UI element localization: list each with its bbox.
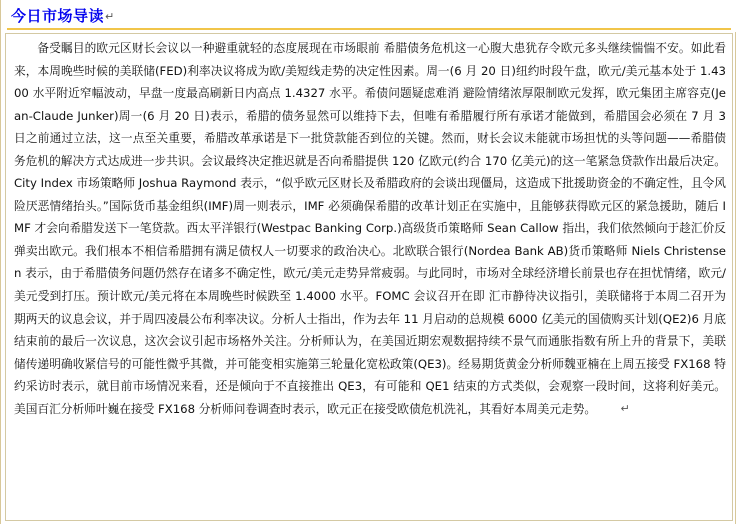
- paragraph-end-icon: ↵: [620, 401, 630, 415]
- section-title-text: 今日市场导读: [11, 7, 105, 25]
- article-box: [5, 33, 733, 521]
- article-body-text: 备受瞩目的欧元区财长会议以一种避重就轻的态度展现在市场眼前 希腊债务危机这一心腹大患犹存令欧元多头继续惴惴不安。如此看来，本周晚些时候的美联储(FED)利率决议将成为欧/美短线走势的决定性因素。周一(6 月 20 日)纽约时段午盘，欧元/美元基本处于 1.4300 水平附近窄幅波动，早盘一度最高刷新日内高点 1.4327 水平。希债问题疑虑难消 避险情绪浓厚限制欧元发挥，欧元集团主席容克(Jean-Claude Junker)周一(6 月 20 日)表示，希腊的债务显然可以维持下去，但唯有希腊履行所有承诺才能做到，希腊国会必须在 7 月 3 日之前通过立法，这一点至关重要，希腊改革承诺是下一批贷款能否到位的关键。然而，财长会议未能就市场担忧的头等问题——希腊债务危机的解决方式达成进一步共识。会议最终决定推迟就是否向希腊提供 120 亿欧元(约合 170 亿美元)的这一笔紧急贷款作出最后决定。City Index 市场策略师 Joshua Raymond 表示，“似乎欧元区财长及希腊政府的会谈出现僵局，这造成下批援助资金的不确定性，且令风险厌恶情绪抬头。”国际货币基金组织(IMF)周一则表示，IMF 必须确保希腊的改革计划正在实施中，且能够获得欧元区的紧急援助，随后 IMF 才会向希腊发送下一笔贷款。西太平洋银行(Westpac Banking Corp.)高级货币策略师 Sean Callow 指出，我们依然倾向于趁汇价反弹卖出欧元。我们根本不相信希腊拥有满足债权人一切要求的政治决心。北欧联合银行(Nordea Bank AB)货币策略师 Niels Christensen 表示，由于希腊债务问题仍然存在诸多不确定性，欧元/美元走势异常疲弱。与此同时，市场对全球经济增长前景也存在担忧情绪，欧元/美元受到打压。预计欧元/美元将在本周晚些时候跌至 1.4000 水平。FOMC 会议召开在即 汇市静待决议指引，美联储将于本周二召开为期两天的议息会议，并于周四凌晨公布利率决议。分析人士指出，作为去年 11 月启动的总规模 6000 亿美元的国债购买计划(QE2)6 月底结束前的最后一次议息，这次会议引起市场格外关注。分析师认为，在美国近期宏观数据持续不景气而通胀指数有所上升的背景下，美联储传递明确收紧信号的可能性微乎其微，并可能变相实施第三轮量化宽松政策(QE3)。经易期货黄金分析师魏亚楠在上周五接受 FX168 特约采访时表示，就目前市场情况来看，还是倾向于不直接推出 QE3，有可能和 QE1 结束的方式类似，会观察一段时间，这将利好美元。美国百汇分析师叶巍在接受 FX168 分析师问卷调查时表示，欧元正在接受欧债危机洗礼，其看好本周美元走势。: [14, 41, 726, 416]
- title-underline: [7, 28, 731, 30]
- panel-header: [1, 0, 736, 32]
- paragraph-mark-icon: ↵: [105, 10, 115, 23]
- section-title: [11, 6, 115, 27]
- article-body: [14, 37, 726, 420]
